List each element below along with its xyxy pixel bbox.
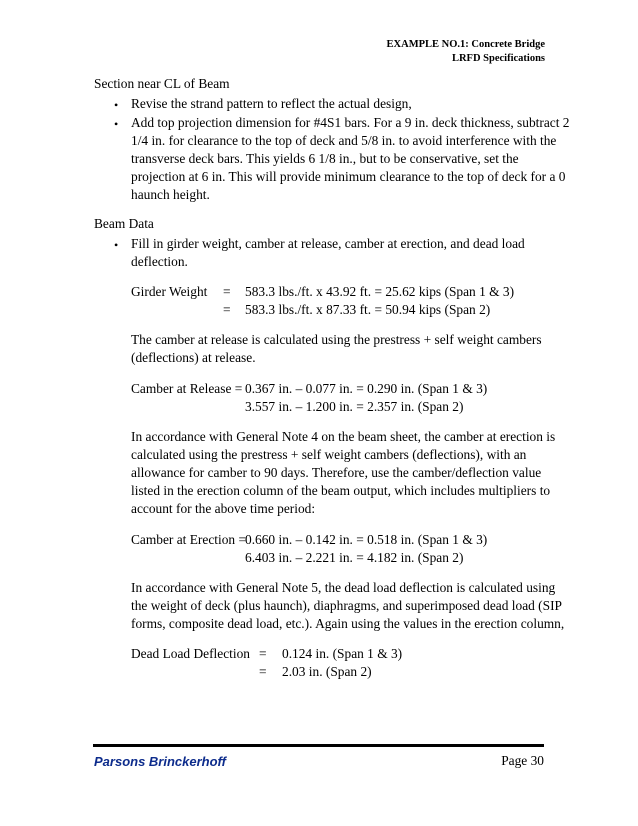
girder-weight-value: 583.3 lbs./ft. x 43.92 ft. = 25.62 kips (Span 1 & 3) bbox=[245, 284, 515, 299]
section-heading-beam-data: Beam Data bbox=[94, 216, 154, 231]
footer-brand: Parsons Brinckerhoff bbox=[94, 754, 226, 769]
paragraph-line: listed in the erection column of the beam output, which includes multipliers to bbox=[131, 483, 551, 498]
bullet-text-line: transverse deck bars. This yields 6 1/8 in., but to be conservative, set the bbox=[131, 151, 519, 166]
camber-release-label: Camber at Release = bbox=[131, 381, 243, 396]
bullet-text-line: Fill in girder weight, camber at release, camber at erection, and dead load bbox=[131, 236, 525, 251]
section-heading-cl-beam: Section near CL of Beam bbox=[94, 76, 230, 91]
bullet-text-line: projection at 6 in. This will provide minimum clearance to the top of deck for a 0 bbox=[131, 169, 566, 184]
girder-weight-equals: = bbox=[223, 302, 231, 317]
dead-load-deflection-value: 0.124 in. (Span 1 & 3) bbox=[282, 646, 403, 661]
paragraph-line: In accordance with General Note 5, the dead load deflection is calculated using bbox=[131, 580, 556, 595]
bullet-icon: • bbox=[114, 98, 119, 112]
girder-weight-label: Girder Weight bbox=[131, 284, 208, 299]
paragraph-line: In accordance with General Note 4 on the beam sheet, the camber at erection is bbox=[131, 429, 556, 444]
dead-load-deflection-label: Dead Load Deflection bbox=[131, 646, 250, 661]
header-subtitle: LRFD Specifications bbox=[451, 53, 545, 64]
dead-load-deflection-equals: = bbox=[259, 646, 267, 661]
paragraph-line: (deflections) at release. bbox=[131, 350, 256, 365]
girder-weight-value: 583.3 lbs./ft. x 87.33 ft. = 50.94 kips (Span 2) bbox=[245, 302, 491, 317]
bullet-text-line: Revise the strand pattern to reflect the actual design, bbox=[131, 96, 412, 111]
bullet-icon: • bbox=[114, 117, 119, 131]
paragraph-line: the weight of deck (plus haunch), diaphragms, and superimposed dead load (SIP bbox=[131, 598, 562, 613]
bullet-icon: • bbox=[114, 238, 119, 252]
camber-erection-label: Camber at Erection = bbox=[131, 532, 247, 547]
page-number: Page 30 bbox=[501, 753, 544, 768]
paragraph-line: account for the above time period: bbox=[131, 501, 316, 516]
bullet-text-line: haunch height. bbox=[131, 187, 210, 202]
paragraph-line: forms, composite dead load, etc.). Again using the values in the erection column, bbox=[131, 616, 565, 631]
girder-weight-equals: = bbox=[223, 284, 231, 299]
paragraph-line: calculated using the prestress + self weight cambers (deflections), with an bbox=[131, 447, 527, 462]
bullet-text-line: 1/4 in. for clearance to the top of deck and 5/8 in. to avoid interference with the bbox=[131, 133, 557, 148]
camber-erection-value: 6.403 in. – 2.221 in. = 4.182 in. (Span 2) bbox=[245, 550, 464, 565]
camber-release-value: 0.367 in. – 0.077 in. = 0.290 in. (Span 1 & 3) bbox=[245, 381, 488, 396]
camber-erection-value: 0.660 in. – 0.142 in. = 0.518 in. (Span 1 & 3) bbox=[245, 532, 488, 547]
camber-release-value: 3.557 in. – 1.200 in. = 2.357 in. (Span 2) bbox=[245, 399, 464, 414]
dead-load-deflection-value: 2.03 in. (Span 2) bbox=[282, 664, 372, 679]
bullet-text-line: Add top projection dimension for #4S1 bars. For a 9 in. deck thickness, subtract 2 bbox=[131, 115, 570, 130]
header-title: EXAMPLE NO.1: Concrete Bridge bbox=[386, 39, 545, 50]
paragraph-line: The camber at release is calculated using the prestress + self weight cambers bbox=[131, 332, 542, 347]
bullet-text-line: deflection. bbox=[131, 254, 188, 269]
paragraph-line: allowance for camber to 90 days. Therefore, use the camber/deflection value bbox=[131, 465, 542, 480]
dead-load-deflection-equals: = bbox=[259, 664, 267, 679]
footer-rule bbox=[93, 744, 544, 747]
